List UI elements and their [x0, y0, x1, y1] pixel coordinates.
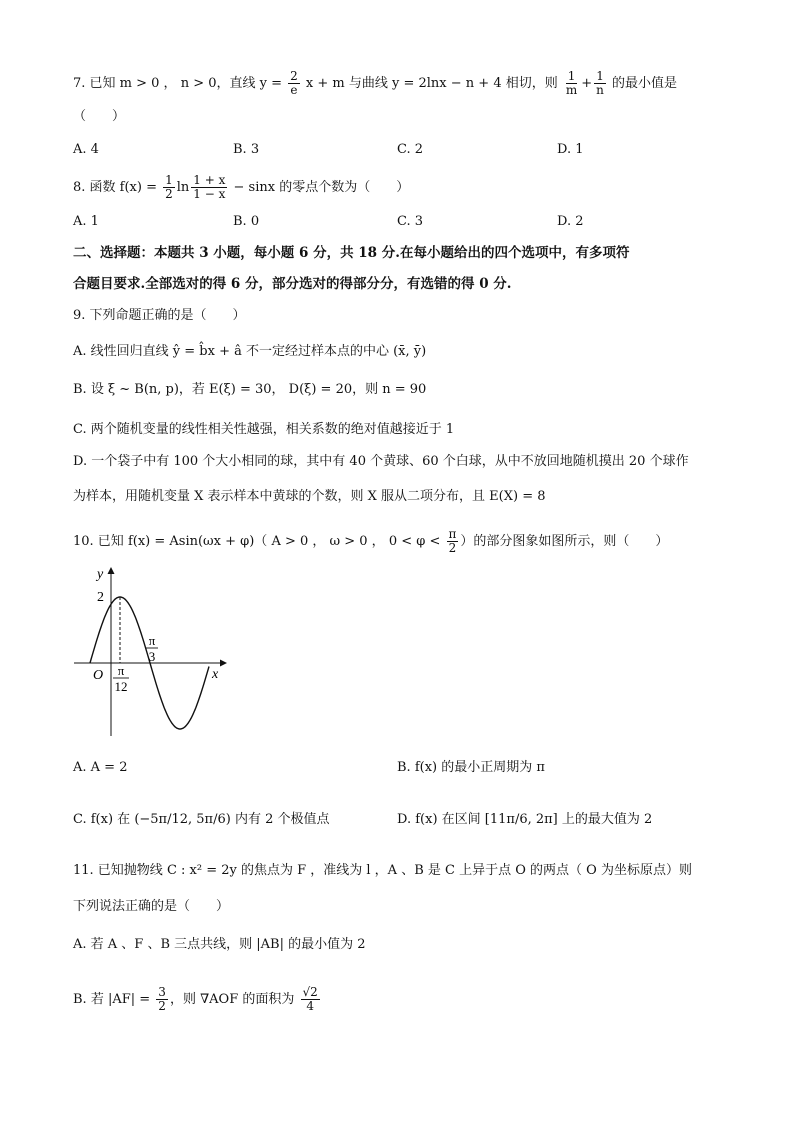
q10-option-d — [397, 810, 652, 830]
q10-c-interval: (−5π/12, 5π/6) — [134, 812, 231, 827]
x-axis-arrow-icon — [220, 660, 227, 667]
section2-heading-line1: 二、选择题：本题共 3 小题，每小题 6 分，共 18 分.在每小题给出的四个选项中，有多项符 — [73, 245, 630, 261]
q7-text-1: 7. 已知 m > 0 ， n > 0，直线 y = — [73, 76, 282, 91]
frac-den: 2 — [165, 187, 173, 201]
q8-frac-half — [163, 174, 175, 201]
q10-option-b: B. f(x) 的最小正周期为 π — [397, 760, 545, 775]
q8-stem — [73, 174, 409, 201]
frac-num: √2 — [302, 985, 318, 999]
q9-stem: 9. 下列命题正确的是（ ） — [73, 308, 246, 323]
q7-frac-1-over-m — [564, 70, 579, 97]
q7-frac-2-over-e — [288, 70, 300, 97]
q9-option-b: B. 设 ξ ~ B(n, p)，若 E(ξ) = 30， D(ξ) = 20，则 n = 90 — [73, 382, 427, 397]
q8-frac-log-arg — [191, 174, 227, 201]
section2-heading-line2: 合题目要求.全部选对的得 6 分，部分选对的得部分分，有选错的得 0 分. — [73, 276, 512, 292]
q9-option-c: C. 两个随机变量的线性相关性越强，相关系数的绝对值越接近于 1 — [73, 422, 455, 437]
pi3-den: 3 — [148, 649, 156, 664]
q7-paren: （ ） — [73, 109, 126, 124]
q10-c-text-1: C. f(x) 在 — [73, 812, 131, 827]
q7-stem — [73, 70, 677, 97]
q8-option-b: B. 0 — [233, 214, 260, 229]
frac-num: 1 — [165, 173, 173, 187]
q10-text-1: 10. 已知 f(x) = Asin(ωx + φ)（ A > 0 ， ω > 0 ， 0 < φ < — [73, 534, 441, 549]
q10-option-a: A. A = 2 — [73, 760, 128, 775]
q8-option-d: D. 2 — [557, 214, 584, 229]
q11-option-a: A. 若 A 、F 、B 三点共线，则 |AB| 的最小值为 2 — [73, 937, 366, 952]
frac-num: π — [448, 527, 457, 541]
frac-num: 3 — [158, 985, 166, 999]
q11-b-text-1: B. 若 |AF| = — [73, 992, 151, 1007]
q11-stem-line2: 下列说法正确的是（ ） — [73, 899, 230, 914]
y-axis-arrow-icon — [108, 567, 115, 574]
q8-ln: ln — [176, 180, 190, 195]
q10-frac-pi-over-2 — [447, 528, 459, 555]
q10-text-2: ）的部分图象如图所示，则（ ） — [460, 534, 669, 549]
q8-text-1: 8. 函数 f(x) = — [73, 180, 157, 195]
pi12-den: 12 — [114, 679, 128, 694]
frac-num: 1 — [567, 69, 576, 83]
frac-den: e — [290, 83, 298, 97]
frac-den: 4 — [306, 999, 314, 1013]
q11-frac-sqrt2-over-4 — [301, 986, 320, 1013]
frac-num: 2 — [290, 69, 298, 83]
frac-den: 2 — [448, 541, 457, 555]
pi12-num: π — [117, 663, 125, 678]
q11-frac-3-over-2 — [156, 986, 168, 1013]
frac-den: n — [596, 83, 604, 97]
q10-option-c — [73, 810, 330, 830]
frac-num: 1 — [596, 69, 604, 83]
peak-value-label: 2 — [97, 590, 104, 605]
q7-text-3: 的最小值是 — [612, 76, 678, 91]
origin-label: O — [93, 668, 104, 683]
q7-option-b: B. 3 — [233, 142, 260, 157]
y-axis-label: y — [97, 567, 104, 582]
q7-frac-1-over-n — [594, 70, 606, 97]
q7-option-a: A. 4 — [73, 142, 99, 157]
frac-num: 1 + x — [193, 173, 226, 187]
q8-option-c: C. 3 — [397, 214, 424, 229]
q10-d-text-1: D. f(x) 在区间 — [397, 812, 481, 827]
q11-stem-line1: 11. 已知抛物线 C : x² = 2y 的焦点为 F ，准线为 l ，A 、B 是 C 上异于点 O 的两点（ O 为坐标原点）则 — [73, 863, 692, 878]
q7-option-d: D. 1 — [557, 142, 584, 157]
q10-d-text-2: 上的最大值为 2 — [561, 812, 653, 827]
x-axis-label: x — [212, 667, 219, 682]
q9-option-a: A. 线性回归直线 ŷ = b̂x + â 不一定经过样本点的中心 (x̄, ȳ) — [73, 344, 427, 359]
plus-sign: + — [581, 76, 593, 91]
q8-text-3: − sinx 的零点个数为（ ） — [233, 180, 410, 195]
frac-den: m — [565, 83, 578, 97]
q10-d-interval: [11π/6, 2π] — [484, 812, 558, 827]
q10-sine-graph — [70, 560, 230, 740]
q11-option-b — [73, 986, 322, 1013]
frac-den: 1 − x — [193, 187, 226, 201]
q10-c-text-2: 内有 2 个极值点 — [234, 812, 330, 827]
q9-option-d-line1: D. 一个袋子中有 100 个大小相同的球，其中有 40 个黄球、60 个白球，从中不放回地随机摸出 20 个球作 — [73, 454, 689, 469]
q8-option-a: A. 1 — [73, 214, 99, 229]
q10-stem — [73, 528, 668, 555]
q9-option-d-line2: 为样本，用随机变量 X 表示样本中黄球的个数，则 X 服从二项分布，且 E(X) = 8 — [73, 489, 546, 504]
pi3-num: π — [148, 633, 156, 648]
frac-den: 2 — [158, 999, 166, 1013]
q7-text-2: x + m 与曲线 y = 2lnx − n + 4 相切，则 — [305, 76, 558, 91]
q11-b-text-2: ，则 ∇AOF 的面积为 — [169, 992, 295, 1007]
q7-option-c: C. 2 — [397, 142, 424, 157]
